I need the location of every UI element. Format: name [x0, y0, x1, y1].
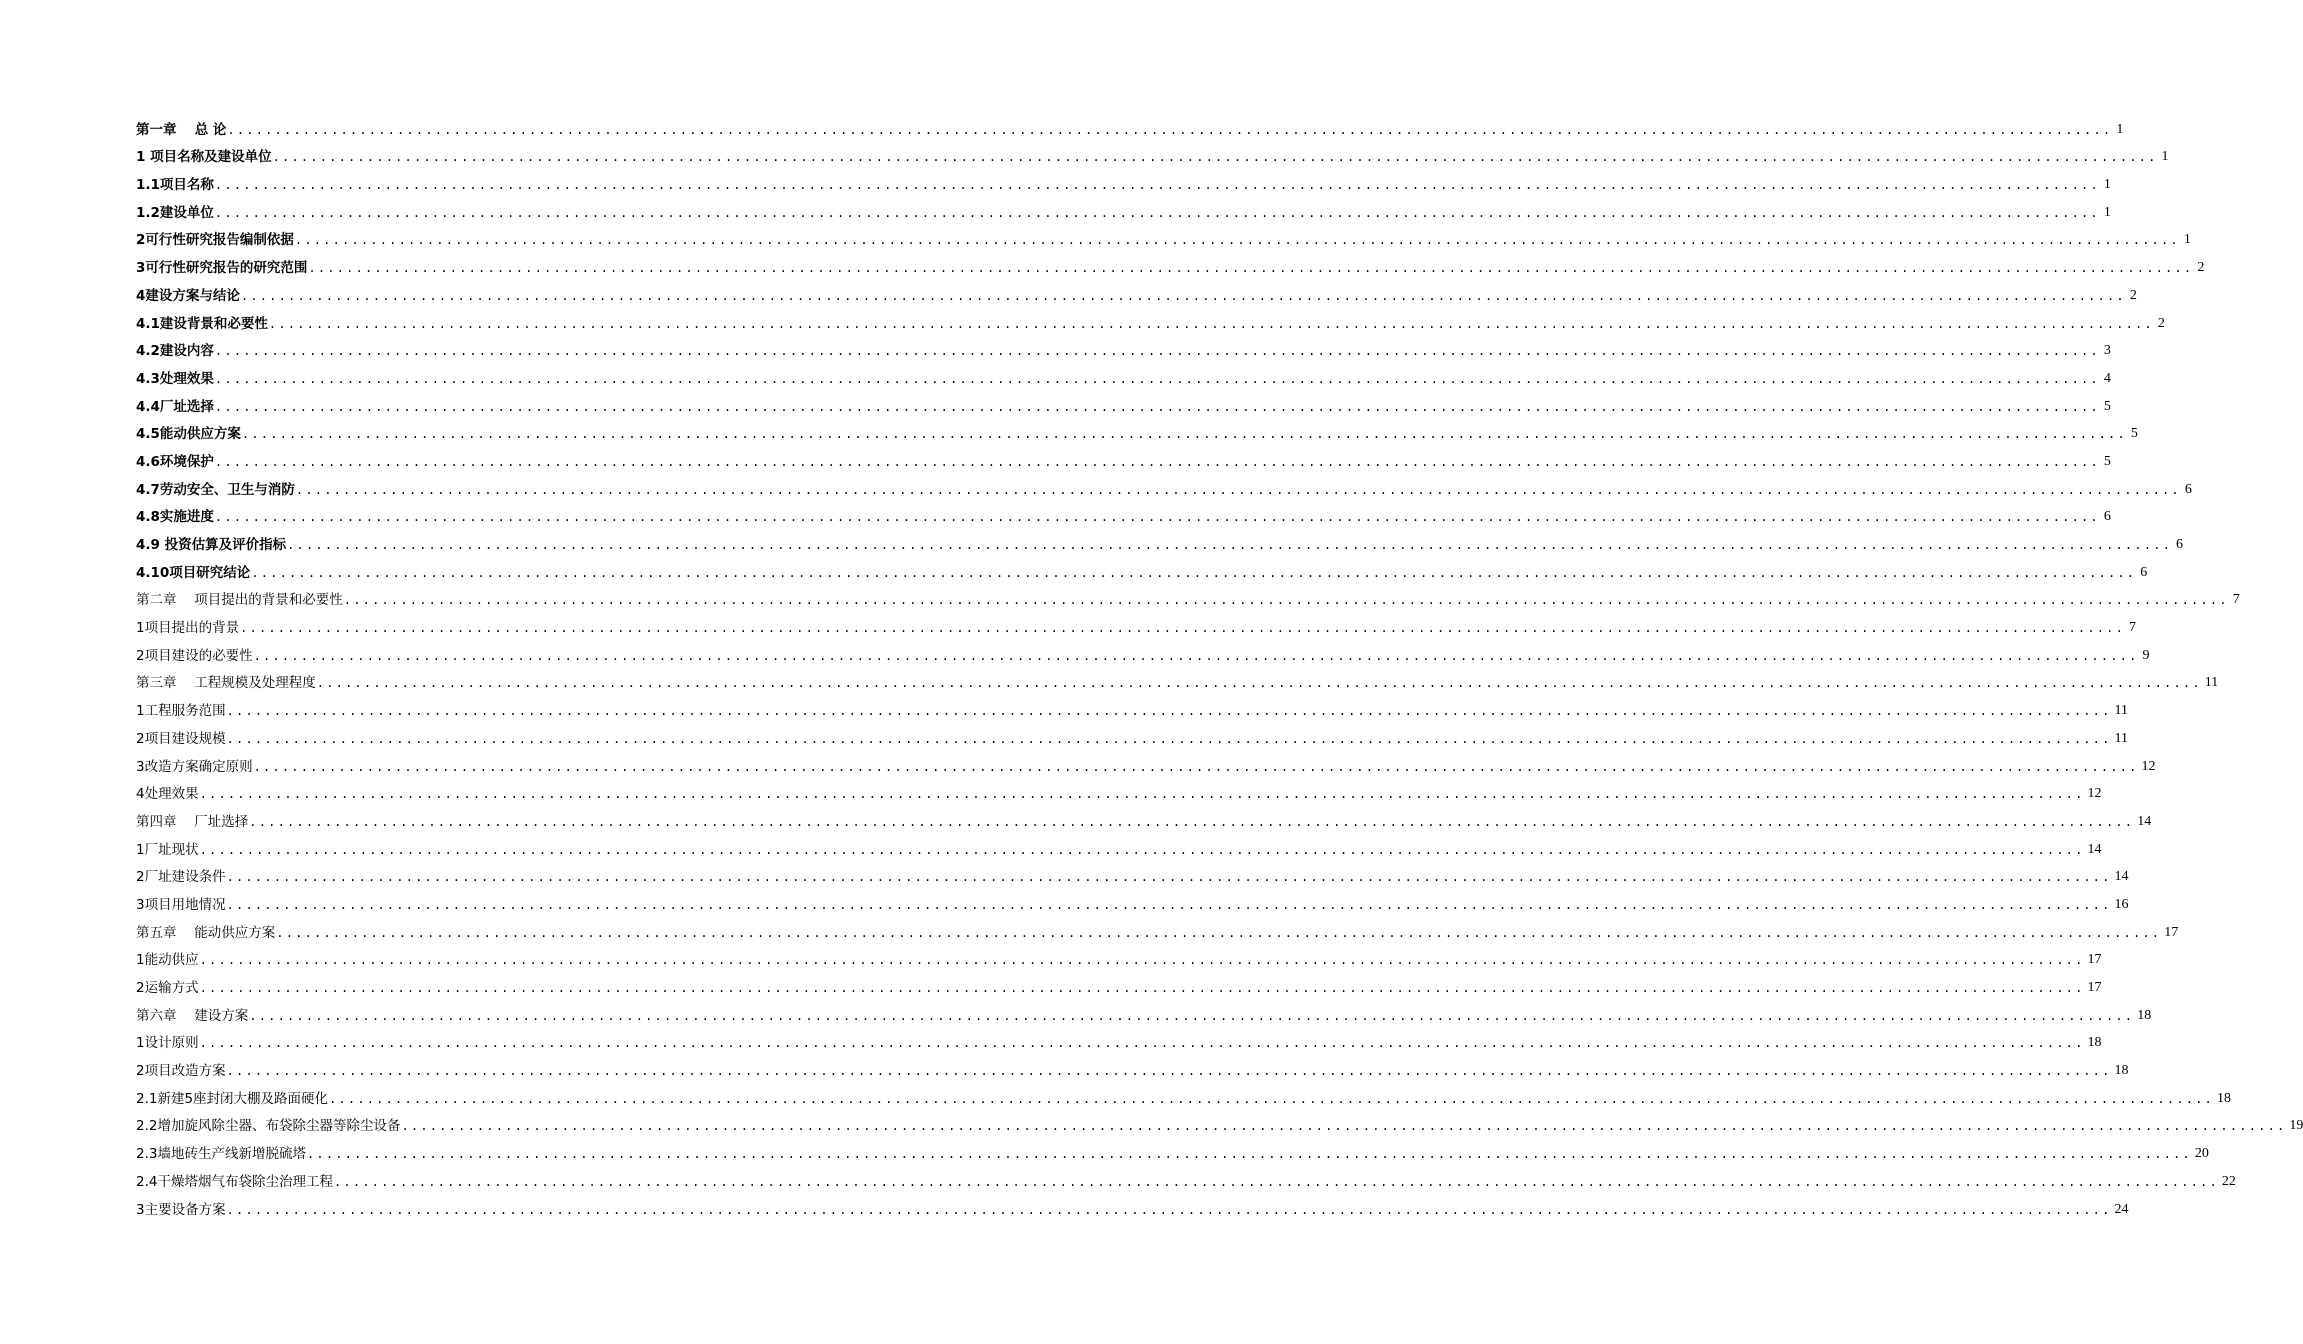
toc-entry[interactable] [136, 720, 2128, 748]
toc-entry[interactable] [136, 914, 2179, 942]
toc-entry-page-number: 1 [2116, 121, 2124, 137]
toc-entry-page-number: 5 [2103, 398, 2111, 414]
toc-entry-title: 1能动供应 [136, 952, 199, 969]
toc-entry-title: 第五章 能动供应方案 [136, 924, 276, 941]
toc-leader-dots: ........................................................................................................................................................................................................ [251, 565, 2137, 580]
toc-entry-page-number: 16 [2114, 896, 2129, 912]
toc-leader-dots: ........................................................................................................................................................................................................ [401, 1119, 2287, 1134]
toc-entry-page-number: 11 [2204, 675, 2219, 691]
toc-entry-title: 4.3处理效果 [136, 370, 214, 387]
toc-entry-title: 2项目建设规模 [136, 730, 226, 747]
toc-entry[interactable] [136, 1191, 2129, 1219]
toc-leader-dots: ........................................................................................................................................................................................................ [276, 925, 2162, 940]
toc-entry[interactable] [136, 1052, 2129, 1080]
toc-entry-page-number: 2 [2129, 287, 2137, 303]
toc-entry-page-number: 12 [2141, 758, 2156, 774]
toc-entry-title: 2.3墙地砖生产线新增脱硫塔 [136, 1146, 306, 1163]
toc-entry-page-number: 17 [2087, 952, 2102, 968]
toc-entry[interactable] [136, 277, 2137, 305]
toc-leader-dots: ........................................................................................................................................................................................................ [226, 897, 2112, 912]
toc-entry-page-number: 1 [2183, 232, 2191, 248]
toc-leader-dots: ........................................................................................................................................................................................................ [249, 1008, 2135, 1023]
toc-entry-page-number: 9 [2142, 647, 2150, 663]
toc-leader-dots: ........................................................................................................................................................................................................ [287, 538, 2173, 552]
toc-entry-page-number: 18 [2114, 1063, 2129, 1079]
toc-leader-dots: ........................................................................................................................................................................................................ [253, 648, 2139, 663]
toc-leader-dots: ........................................................................................................................................................................................................ [253, 759, 2139, 774]
toc-entry-page-number: 1 [2103, 177, 2111, 193]
toc-entry-page-number: 11 [2114, 703, 2128, 719]
toc-leader-dots: ........................................................................................................................................................................................................ [214, 205, 2100, 220]
toc-entry-page-number: 6 [2103, 509, 2111, 525]
toc-entry[interactable] [136, 1025, 2102, 1053]
toc-entry-title: 4.4厂址选择 [136, 398, 214, 415]
toc-entry-page-number: 2 [2157, 315, 2165, 331]
toc-entry-title: 第二章 项目提出的背景和必要性 [136, 592, 343, 609]
toc-entry-title: 第四章 厂址选择 [136, 813, 249, 830]
toc-entry-title: 2运输方式 [136, 980, 199, 996]
toc-leader-dots: ........................................................................................................................................................................................................ [214, 510, 2100, 525]
toc-entry-title: 2厂址建设条件 [136, 869, 226, 886]
toc-entry-page-number: 6 [2140, 564, 2148, 580]
toc-entry-page-number: 11 [2114, 730, 2128, 746]
toc-entry-title: 3主要设备方案 [136, 1201, 226, 1218]
toc-entry-title: 2项目建设的必要性 [136, 647, 253, 664]
toc-entry[interactable] [136, 942, 2102, 970]
toc-entry-title: 1.2建设单位 [136, 204, 214, 221]
toc-leader-dots: ........................................................................................................................................................................................................ [333, 1174, 2219, 1189]
toc-leader-dots: ........................................................................................................................................................................................................ [343, 593, 2229, 608]
toc-entry[interactable] [136, 111, 2124, 139]
toc-entry[interactable] [136, 831, 2102, 859]
toc-entry[interactable] [136, 222, 2191, 250]
toc-entry[interactable] [136, 249, 2205, 277]
toc-leader-dots: ........................................................................................................................................................................................................ [329, 1091, 2214, 1106]
toc-leader-dots: ........................................................................................................................................................................................................ [226, 1064, 2112, 1079]
toc-entry[interactable] [136, 499, 2111, 527]
toc-entry-title: 1厂址现状 [136, 841, 199, 858]
toc-entry[interactable] [136, 1080, 2231, 1108]
toc-entry-page-number: 22 [2221, 1173, 2236, 1189]
toc-entry-title: 4建设方案与结论 [136, 287, 240, 304]
toc-entry-title: 1工程服务范围 [136, 703, 226, 720]
toc-entry-title: 1.1项目名称 [136, 177, 214, 194]
toc-leader-dots: ........................................................................................................................................................................................................ [199, 953, 2085, 968]
toc-entry-page-number: 14 [2137, 813, 2152, 829]
toc-entry-page-number: 5 [2130, 426, 2138, 442]
toc-leader-dots: ........................................................................................................................................................................................................ [214, 399, 2100, 414]
toc-entry-page-number: 18 [2087, 1035, 2102, 1051]
toc-entry[interactable] [136, 609, 2137, 637]
toc-entry[interactable] [136, 692, 2128, 720]
toc-entry-page-number: 17 [2164, 924, 2179, 940]
toc-leader-dots: ........................................................................................................................................................................................................ [268, 316, 2154, 331]
toc-entry-title: 4.10项目研究结论 [136, 564, 251, 581]
toc-entry-page-number: 6 [2176, 537, 2184, 552]
toc-entry[interactable] [136, 803, 2152, 831]
toc-entry-title: 4.8实施进度 [136, 509, 214, 526]
toc-leader-dots: ........................................................................................................................................................................................................ [272, 150, 2158, 165]
toc-entry-page-number: 18 [2216, 1090, 2231, 1106]
toc-entry-page-number: 19 [2289, 1118, 2303, 1134]
toc-entry[interactable] [136, 333, 2111, 361]
toc-entry-page-number: 1 [2161, 149, 2169, 165]
toc-entry-title: 第一章 总 论 [136, 121, 227, 138]
toc-entry[interactable] [136, 443, 2111, 471]
toc-entry-page-number: 7 [2232, 592, 2240, 608]
toc-leader-dots: ........................................................................................................................................................................................................ [214, 371, 2100, 386]
toc-leader-dots: ........................................................................................................................................................................................................ [214, 344, 2100, 359]
toc-entry-title: 3项目用地情况 [136, 896, 226, 913]
toc-entry-page-number: 6 [2184, 481, 2192, 497]
toc-entry-title: 1设计原则 [136, 1035, 199, 1052]
toc-entry-title: 1项目提出的背景 [136, 620, 240, 637]
toc-entry[interactable] [136, 526, 2184, 554]
toc-leader-dots: ........................................................................................................................................................................................................ [249, 814, 2135, 829]
toc-leader-dots: ........................................................................................................................................................................................................ [227, 122, 2113, 137]
toc-leader-dots: ........................................................................................................................................................................................................ [226, 731, 2112, 746]
table-of-contents [136, 111, 2303, 1219]
toc-entry-title: 第六章 建设方案 [136, 1007, 249, 1024]
toc-entry-title: 4.5能动供应方案 [136, 426, 241, 443]
toc-entry-title: 4.7劳动安全、卫生与消防 [136, 481, 295, 498]
toc-leader-dots: ........................................................................................................................................................................................................ [199, 842, 2085, 857]
toc-entry[interactable] [136, 997, 2152, 1025]
toc-leader-dots: ........................................................................................................................................................................................................ [240, 621, 2126, 636]
toc-entry-page-number: 4 [2103, 370, 2111, 386]
toc-entry-title: 2可行性研究报告编制依据 [136, 232, 294, 249]
toc-entry[interactable] [136, 1108, 2303, 1136]
toc-leader-dots: ........................................................................................................................................................................................................ [308, 261, 2194, 276]
toc-entry[interactable] [136, 748, 2156, 776]
toc-entry[interactable] [136, 665, 2219, 693]
toc-entry[interactable] [136, 1163, 2236, 1191]
toc-entry-title: 2.4干燥塔烟气布袋除尘治理工程 [136, 1173, 333, 1190]
toc-leader-dots: ........................................................................................................................................................................................................ [199, 1036, 2085, 1051]
toc-leader-dots: ........................................................................................................................................................................................................ [316, 676, 2202, 691]
toc-leader-dots: ........................................................................................................................................................................................................ [214, 178, 2100, 193]
toc-entry-page-number: 7 [2129, 620, 2137, 636]
toc-leader-dots: ........................................................................................................................................................................................................ [240, 288, 2126, 303]
toc-entry[interactable] [136, 1135, 2209, 1163]
toc-entry-page-number: 18 [2137, 1007, 2152, 1023]
toc-entry-title: 4.1建设背景和必要性 [136, 315, 268, 332]
toc-entry[interactable] [136, 388, 2111, 416]
toc-entry[interactable] [136, 637, 2150, 665]
toc-leader-dots: ........................................................................................................................................................................................................ [241, 427, 2127, 442]
toc-entry-title: 第三章 工程规模及处理程度 [136, 675, 316, 692]
toc-entry-title: 3可行性研究报告的研究范围 [136, 260, 308, 277]
toc-entry-title: 2.2增加旋风除尘器、布袋除尘器等除尘设备 [136, 1118, 401, 1135]
toc-leader-dots: ........................................................................................................................................................................................................ [226, 870, 2112, 885]
toc-leader-dots: ........................................................................................................................................................................................................ [306, 1147, 2192, 1162]
toc-entry-page-number: 3 [2103, 343, 2111, 359]
toc-entry[interactable] [136, 582, 2240, 610]
toc-entry-page-number: 5 [2103, 453, 2111, 469]
toc-entry[interactable] [136, 305, 2165, 333]
toc-entry[interactable] [136, 416, 2138, 444]
toc-leader-dots: ........................................................................................................................................................................................................ [226, 704, 2112, 719]
toc-entry[interactable] [136, 166, 2111, 194]
toc-entry-title: 1 项目名称及建设单位 [136, 149, 272, 166]
toc-entry-page-number: 12 [2087, 786, 2102, 802]
toc-entry[interactable] [136, 194, 2111, 222]
toc-leader-dots: ........................................................................................................................................................................................................ [199, 981, 2085, 995]
toc-entry-page-number: 1 [2103, 204, 2111, 220]
toc-entry[interactable] [136, 969, 2102, 997]
toc-leader-dots: ........................................................................................................................................................................................................ [295, 482, 2181, 497]
toc-leader-dots: ........................................................................................................................................................................................................ [226, 1202, 2112, 1217]
toc-entry-page-number: 2 [2197, 260, 2205, 276]
toc-entry-title: 4.2建设内容 [136, 343, 214, 360]
toc-entry-title: 4.9 投资估算及评价指标 [136, 537, 287, 553]
toc-entry-title: 3改造方案确定原则 [136, 758, 253, 775]
toc-entry-page-number: 24 [2114, 1201, 2129, 1217]
toc-entry[interactable] [136, 886, 2129, 914]
toc-entry-title: 4.6环境保护 [136, 453, 214, 470]
toc-leader-dots: ........................................................................................................................................................................................................ [294, 233, 2180, 248]
toc-entry[interactable] [136, 360, 2111, 388]
toc-entry-title: 2.1新建5座封闭大棚及路面硬化 [136, 1090, 329, 1107]
toc-entry[interactable] [136, 139, 2169, 167]
toc-entry-page-number: 17 [2087, 980, 2102, 995]
toc-leader-dots: ........................................................................................................................................................................................................ [199, 787, 2085, 802]
toc-entry[interactable] [136, 859, 2129, 887]
toc-entry[interactable] [136, 554, 2148, 582]
toc-entry-page-number: 14 [2114, 869, 2129, 885]
toc-entry[interactable] [136, 471, 2192, 499]
toc-leader-dots: ........................................................................................................................................................................................................ [214, 454, 2100, 469]
toc-entry-page-number: 20 [2194, 1146, 2209, 1162]
toc-entry[interactable] [136, 776, 2102, 804]
toc-entry-title: 2项目改造方案 [136, 1063, 226, 1080]
toc-entry-page-number: 14 [2087, 841, 2102, 857]
toc-entry-title: 4处理效果 [136, 786, 199, 803]
